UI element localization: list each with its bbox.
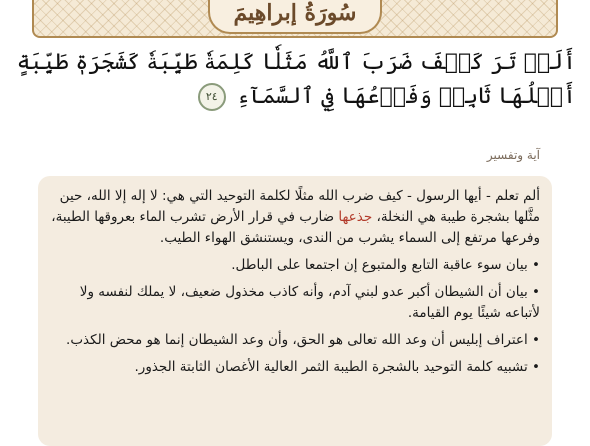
tafsir-panel: [38, 176, 552, 446]
tafsir-highlight-link[interactable]: جذعها: [338, 209, 373, 225]
benefit-item: • بيان أن الشيطان أكبر عدو لبني آدم، وأنه كاذب مخذول ضعيف، لا يملك لنفسه ولا لأتباعه شيئًا يوم القيامة.: [50, 282, 540, 324]
benefits-list: [50, 255, 540, 378]
verse-text-block[interactable]: [14, 46, 576, 114]
verse-text: أَلَمۡ تَرَ كَيۡفَ ضَرَبَ ٱللَّهُ مَثَلٗا كَلِمَةٗ طَيِّبَةٗ كَشَجَرَةٖ طَيِّبَةٍ أَصۡلُهَا ثَابِتٞ وَفَرۡعُهَا فِي ٱلسَّمَآءِ: [16, 50, 576, 109]
ayah-number-icon: ٢٤: [198, 83, 226, 111]
surah-header-banner: [32, 0, 558, 38]
tafsir-paragraph: [50, 186, 540, 249]
tafsir-text-continued: ضارب في قرار الأرض تشرب الماء بعروقها الطيبة، وفرعها مرتفع إلى السماء يشرب من الندى، ويستنشق الهواء الطيب.: [51, 209, 540, 246]
section-label: آية وتفسير: [486, 148, 540, 162]
surah-title: سُورَةُ إبراهِيمَ: [208, 0, 382, 34]
benefit-item: • اعتراف إبليس أن وعد الله تعالى هو الحق، وأن وعد الشيطان إنما هو محض الكذب.: [50, 330, 540, 351]
benefit-item: • بيان سوء عاقبة التابع والمتبوع إن اجتمعا على الباطل.: [50, 255, 540, 276]
benefit-item: • تشبيه كلمة التوحيد بالشجرة الطيبة الثمر العالية الأغصان الثابتة الجذور.: [50, 357, 540, 378]
tafsir-text: ألم تعلم - أيها الرسول - كيف ضرب الله مثلًا لكلمة التوحيد التي هي: لا إله إلا الله، حين مثَّلها بشجرة طيبة هي النخلة،: [59, 188, 540, 225]
